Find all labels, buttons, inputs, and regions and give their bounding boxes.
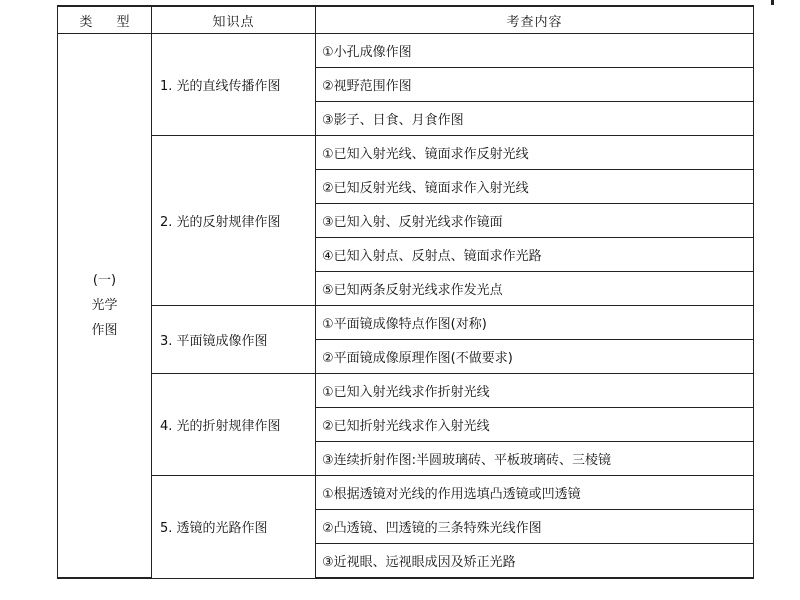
knowledge-point: 2. 光的反射规律作图 [152,136,316,306]
knowledge-point: 4. 光的折射规律作图 [152,374,316,476]
category-number: (一) [92,273,117,288]
header-knowledge: 知识点 [152,6,316,34]
table-row [58,34,754,68]
content-item: ②凸透镜、凹透镜的三条特殊光线作图 [316,510,754,544]
content-item: ②已知折射光线求作入射光线 [316,408,754,442]
content-item: ③近视眼、远视眼成因及矫正光路 [316,544,754,579]
category-kind: 作图 [91,323,118,338]
content-item: ③连续折射作图:半圆玻璃砖、平板玻璃砖、三棱镜 [316,442,754,476]
corner-mark [771,0,774,5]
header-content: 考查内容 [316,6,754,34]
category-name: 光学 [91,298,118,313]
knowledge-point: 5. 透镜的光路作图 [152,476,316,579]
header-type: 类 型 [58,6,152,34]
content-item: ①小孔成像作图 [316,34,754,68]
knowledge-table-container [57,5,753,600]
knowledge-table [57,5,754,579]
knowledge-point: 1. 光的直线传播作图 [152,34,316,136]
table-row [58,476,754,510]
content-item: ③影子、日食、月食作图 [316,102,754,136]
table-row [58,306,754,340]
category-cell [58,34,152,579]
table-row [58,374,754,408]
content-item: ①已知入射光线、镜面求作反射光线 [316,136,754,170]
content-item: ②已知反射光线、镜面求作入射光线 [316,170,754,204]
content-item: ①已知入射光线求作折射光线 [316,374,754,408]
content-item: ③已知入射、反射光线求作镜面 [316,204,754,238]
content-item: ①平面镜成像特点作图(对称) [316,306,754,340]
content-item: ⑤已知两条反射光线求作发光点 [316,272,754,306]
table-row [58,136,754,170]
knowledge-point: 3. 平面镜成像作图 [152,306,316,374]
content-item: ①根据透镜对光线的作用选填凸透镜或凹透镜 [316,476,754,510]
content-item: ②视野范围作图 [316,68,754,102]
content-item: ④已知入射点、反射点、镜面求作光路 [316,238,754,272]
table-header-row [58,6,754,34]
content-item: ②平面镜成像原理作图(不做要求) [316,340,754,374]
